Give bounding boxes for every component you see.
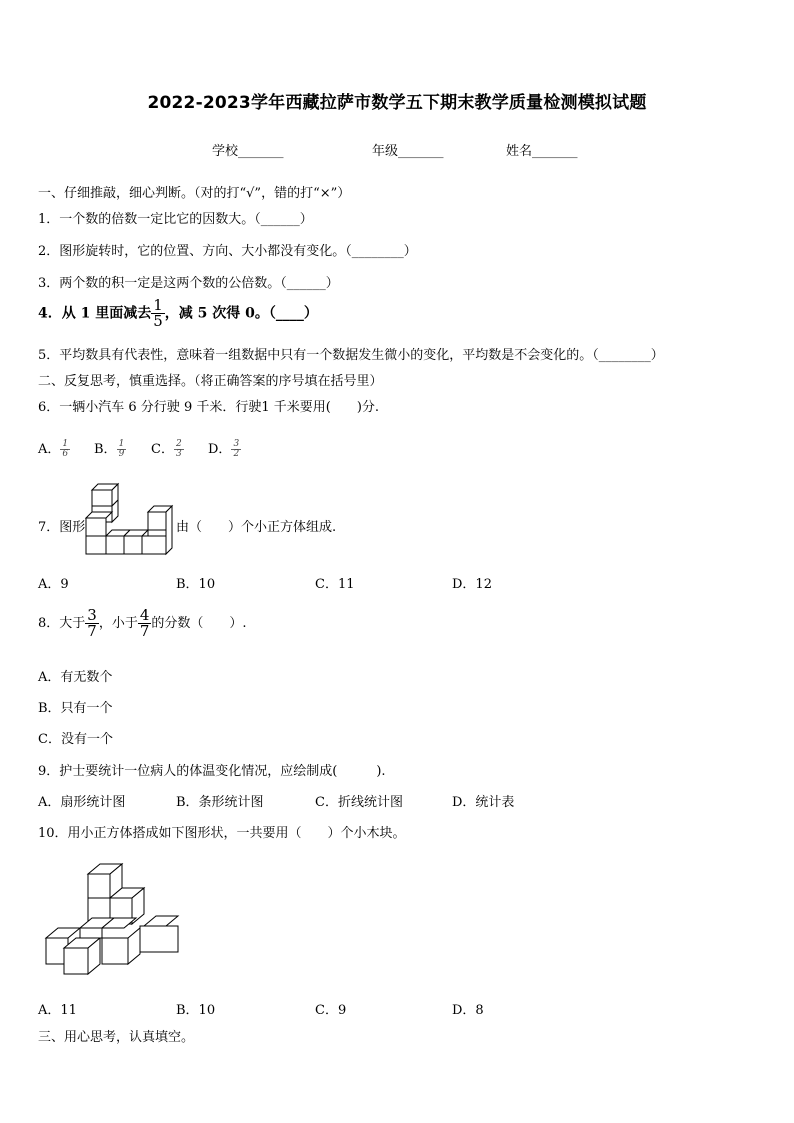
fraction-numerator: 3 — [233, 439, 240, 449]
name-field: 姓名_______ — [506, 144, 578, 159]
option-label: D． — [208, 442, 232, 457]
fraction-denominator: 3 — [175, 449, 182, 459]
question-4-text-pre: 4．从 1 里面减去 — [38, 305, 152, 322]
option-fraction — [231, 440, 241, 459]
question-6: 6．一辆小汽车 6 分行驶 9 千米．行驶1 千米要用( )分. — [38, 400, 380, 415]
option-fraction — [60, 440, 70, 459]
q8-option-b[interactable]: B．只有一个 — [38, 701, 113, 716]
fraction-numerator: 2 — [175, 439, 182, 449]
question-10: 10．用小正方体搭成如下图形状，一共要用（ ）个小木块。 — [38, 826, 406, 841]
fraction-numerator: 1 — [62, 439, 69, 449]
q7-cube-figure — [84, 488, 176, 558]
question-8-text-mid: ，小于 — [98, 616, 138, 631]
fraction-numerator: 1 — [153, 296, 163, 314]
question-9: 9．护士要统计一位病人的体温变化情况，应绘制成( ). — [38, 764, 386, 779]
grade-field: 年级_______ — [372, 144, 444, 159]
option-fraction — [117, 440, 127, 459]
q7-option-d[interactable]: D．12 — [452, 577, 492, 592]
fraction-denominator: 7 — [139, 622, 150, 640]
option-label: A． — [38, 442, 61, 457]
q10-option-c[interactable]: C．9 — [315, 1003, 347, 1018]
q10-cube-figure — [44, 860, 184, 980]
option-fraction — [174, 440, 184, 459]
question-1: 1．一个数的倍数一定比它的因数大。（______） — [38, 212, 313, 227]
section-2-heading: 二、反复思考，慎重选择。（将正确答案的序号填在括号里） — [38, 374, 383, 389]
fraction-four-sevenths — [138, 608, 152, 639]
q6-option-c[interactable] — [151, 438, 184, 459]
q8-option-a[interactable]: A．有无数个 — [38, 670, 113, 685]
page-title: 2022-2023学年西藏拉萨市数学五下期末教学质量检测模拟试题 — [147, 93, 647, 113]
question-8 — [38, 608, 247, 639]
q10-option-a[interactable]: A．11 — [38, 1003, 77, 1018]
q7-option-b[interactable]: B．10 — [176, 577, 216, 592]
question-7-post: 由（ ）个小正方体组成. — [176, 520, 337, 535]
fraction-one-fifth — [151, 298, 165, 329]
question-4-text-post: ，减 5 次得 0。（____） — [164, 305, 318, 322]
section-3-heading: 三、用心思考，认真填空。 — [38, 1030, 195, 1045]
school-field: 学校_______ — [212, 144, 284, 159]
question-5: 5．平均数具有代表性，意味着一组数据中只有一个数据发生微小的变化，平均数是不会变化的。（________） — [38, 348, 664, 363]
fraction-numerator: 1 — [118, 439, 125, 449]
option-label: C． — [151, 442, 174, 457]
fraction-three-sevenths — [85, 608, 99, 639]
option-label: B． — [94, 442, 117, 457]
fraction-denominator: 5 — [153, 312, 163, 330]
q8-option-c[interactable]: C．没有一个 — [38, 732, 113, 747]
fraction-numerator: 4 — [139, 606, 150, 624]
q9-option-c[interactable]: C．折线统计图 — [315, 795, 403, 810]
question-4 — [38, 298, 318, 329]
fraction-denominator: 7 — [87, 622, 97, 640]
fraction-denominator: 2 — [233, 449, 240, 459]
q10-option-d[interactable]: D．8 — [452, 1003, 484, 1018]
question-3: 3．两个数的积一定是这两个数的公倍数。（______） — [38, 276, 339, 291]
q9-option-b[interactable]: B．条形统计图 — [176, 795, 264, 810]
section-1-heading: 一、仔细推敲，细心判断。（对的打“√”，错的打“×”） — [38, 186, 351, 201]
q10-option-b[interactable]: B．10 — [176, 1003, 216, 1018]
question-8-text-pre: 8．大于 — [38, 616, 86, 631]
fraction-numerator: 3 — [87, 606, 97, 624]
q6-option-b[interactable] — [94, 438, 126, 459]
q9-option-a[interactable]: A．扇形统计图 — [38, 795, 126, 810]
question-7-pre: 7．图形 — [38, 520, 86, 535]
q9-option-d[interactable]: D．统计表 — [452, 795, 515, 810]
question-2: 2．图形旋转时，它的位置、方向、大小都没有变化。（________） — [38, 244, 417, 259]
q7-option-a[interactable]: A．9 — [38, 577, 69, 592]
q6-option-d[interactable] — [208, 438, 241, 459]
q6-option-a[interactable] — [38, 438, 70, 459]
fraction-denominator: 9 — [118, 449, 125, 459]
q7-option-c[interactable]: C．11 — [315, 577, 355, 592]
question-8-text-post: 的分数（ ）. — [151, 616, 247, 631]
fraction-denominator: 6 — [62, 449, 69, 459]
